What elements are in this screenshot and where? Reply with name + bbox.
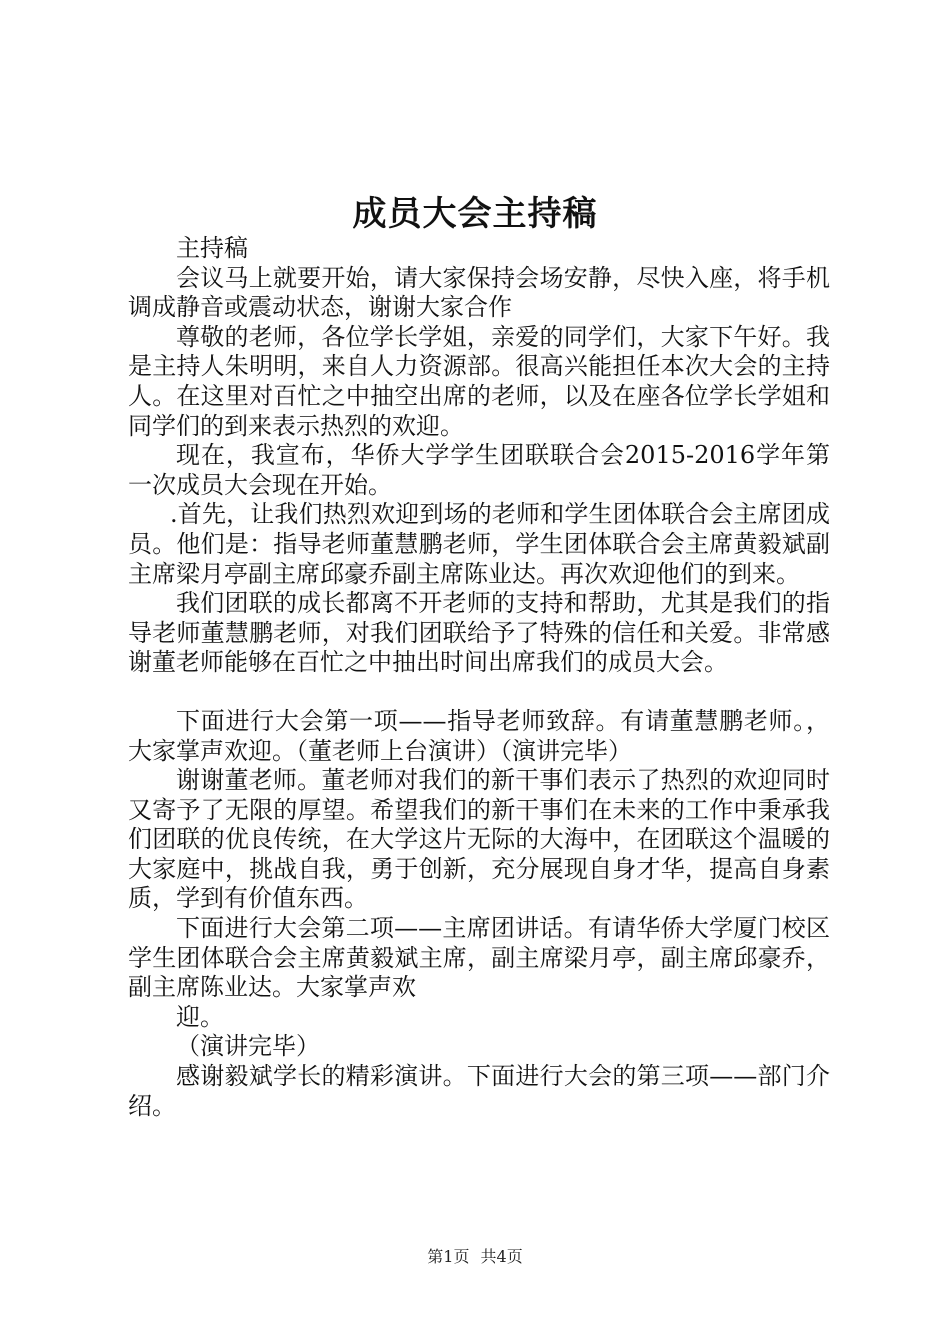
paragraph: .首先，让我们热烈欢迎到场的老师和学生团体联合会主席团成员。他们是：指导老师董慧鹏老师，学生团体联合会主席黄毅斌副主席梁月亭副主席邱豪乔副主席陈业达。再次欢迎他们的到来。 bbox=[128, 500, 830, 588]
paragraph: 谢谢董老师。董老师对我们的新干事们表示了热烈的欢迎同时又寄予了无限的厚望。希望我们的新干事们在未来的工作中秉承我们团联的优良传统，在大学这片无际的大海中，在团联这个温暖的大家庭中，挑战自我，勇于创新，充分展现自身才华，提高自身素质，学到有价值东西。 bbox=[128, 766, 830, 913]
document-body bbox=[128, 234, 830, 1121]
document-title: 成员大会主持稿 bbox=[352, 194, 598, 234]
paragraph: 会议马上就要开始，请大家保持会场安静，尽快入座，将手机调成静音或震动状态，谢谢大家合作 bbox=[128, 263, 830, 322]
page-number: 第1页 bbox=[427, 1247, 470, 1266]
paragraph: 下面进行大会第二项——主席团讲话。有请华侨大学厦门校区学生团体联合会主席黄毅斌主席，副主席梁月亭，副主席邱豪乔，副主席陈业达。大家掌声欢 bbox=[128, 914, 830, 1002]
paragraph: 我们团联的成长都离不开老师的支持和帮助，尤其是我们的指导老师董慧鹏老师，对我们团联给予了特殊的信任和关爱。非常感谢董老师能够在百忙之中抽出时间出席我们的成员大会。 bbox=[128, 589, 830, 677]
paragraph: （演讲完毕） bbox=[176, 1032, 320, 1061]
page-total: 共4页 bbox=[480, 1247, 523, 1266]
paragraph-heading: 主持稿 bbox=[176, 234, 248, 262]
page-footer bbox=[0, 1244, 950, 1267]
paragraph: 下面进行大会第一项——指导老师致辞。有请董慧鹏老师。，大家掌声欢迎。（董老师上台演讲）（演讲完毕） bbox=[128, 706, 830, 765]
paragraph: 迎。 bbox=[176, 1002, 224, 1031]
paragraph: 现在，我宣布，华侨大学学生团联联合会2015-2016学年第一次成员大会现在开始。 bbox=[128, 441, 830, 499]
paragraph: 感谢毅斌学长的精彩演讲。下面进行大会的第三项——部门介绍。 bbox=[128, 1062, 830, 1120]
paragraph: 尊敬的老师，各位学长学姐，亲爱的同学们，大家下午好。我是主持人朱明明，来自人力资源部。很高兴能担任本次大会的主持人。在这里对百忙之中抽空出席的老师，以及在座各位学长学姐和同学们的到来表示热烈的欢迎。 bbox=[128, 322, 830, 440]
